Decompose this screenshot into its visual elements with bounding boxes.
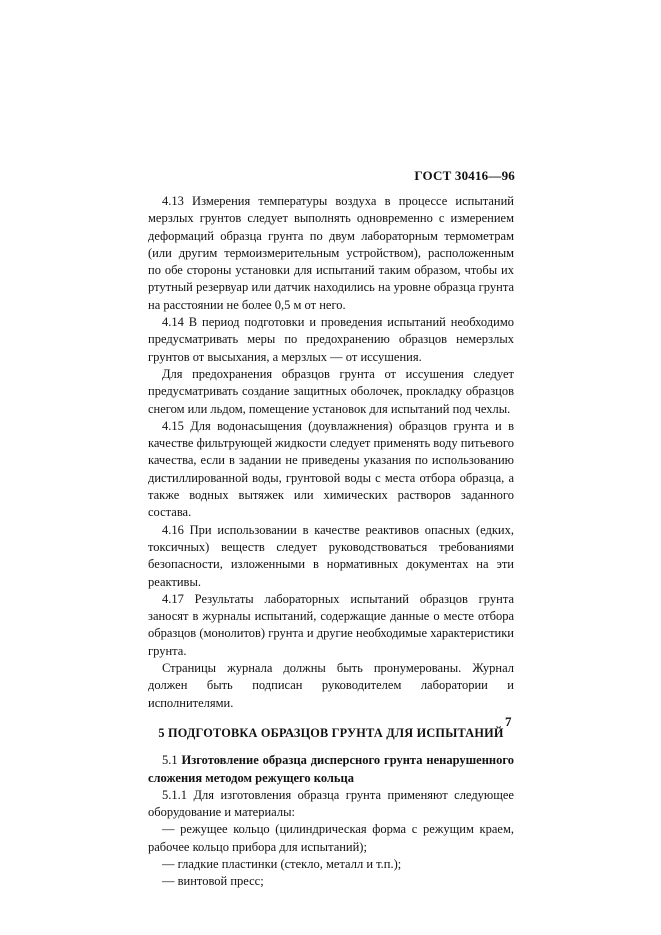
paragraph-4-17: 4.17 Результаты лабораторных испытаний образцов грунта заносят в журналы испытаний, содержащие данные о месте отбора образцов (монолитов) грунта и другие необходимые характеристики грунта. bbox=[148, 591, 514, 658]
paragraph-5-1-1: 5.1.1 Для изготовления образца грунта применяют следующее оборудование и материалы: bbox=[148, 787, 514, 820]
paragraph-4-14: 4.14 В период подготовки и проведения испытаний необходимо предусматривать меры по предохранению образцов немерзлых грунтов от высыхания, а мерзлых — от иссушения. bbox=[148, 315, 514, 364]
list-item: — гладкие пластинки (стекло, металл и т.п.); bbox=[162, 856, 402, 871]
subsection-5-1 bbox=[148, 752, 514, 787]
list-item: — режущее кольцо (цилиндрическая форма с режущим краем, рабочее кольцо прибора для испытаний); bbox=[148, 822, 514, 854]
document-body bbox=[148, 193, 514, 891]
page-number: 7 bbox=[505, 714, 512, 729]
paragraph-4-13: 4.13 Измерения температуры воздуха в процессе испытаний мерзлых грунтов следует выполнять одновременно с измерением деформаций образца грунта по двум лабораторным термометрам (или другим термоизмерительным устройством), расположенным по обе стороны установки для испытаний таким образом, чтобы их ртутный резервуар или датчик находились на уровне образца грунта на расстоянии не более 0,5 м от него. bbox=[148, 194, 514, 312]
document-code: ГОСТ 30416—96 bbox=[414, 168, 515, 183]
section-title: 5 ПОДГОТОВКА ОБРАЗЦОВ ГРУНТА ДЛЯ ИСПЫТАНИЙ bbox=[158, 725, 504, 740]
paragraph-4-14-cont: Для предохранения образцов грунта от иссушения следует предусматривать создание защитных оболочек, прокладку образцов снегом или льдом, помещение установок для испытаний под чехлы. bbox=[148, 366, 514, 416]
paragraph-4-17-cont: Страницы журнала должны быть пронумерованы. Журнал должен быть подписан руководителем лаборатории и исполнителями. bbox=[148, 661, 514, 710]
paragraph-4-16: 4.16 При использовании в качестве реактивов опасных (едких, токсичных) веществ следует руководствоваться требованиями безопасности, изложенными в нормативных документах на эти реактивы. bbox=[148, 522, 514, 589]
subsection-number: 5.1 bbox=[162, 753, 178, 768]
subsection-title: Изготовление образца дисперсного грунта ненарушенного сложения методом режущего кольца bbox=[148, 753, 514, 785]
paragraph-4-15: 4.15 Для водонасыщения (доувлажнения) образцов грунта и в качестве фильтрующей жидкости следует применять воду питьевого качества, если в задании не приведены указания по использованию дистиллированной воды, грунтовой воды с места отбора образца, а также водных вытяжек или химических растворов заданного состава. bbox=[148, 418, 514, 520]
list-item: — винтовой пресс; bbox=[162, 874, 264, 889]
